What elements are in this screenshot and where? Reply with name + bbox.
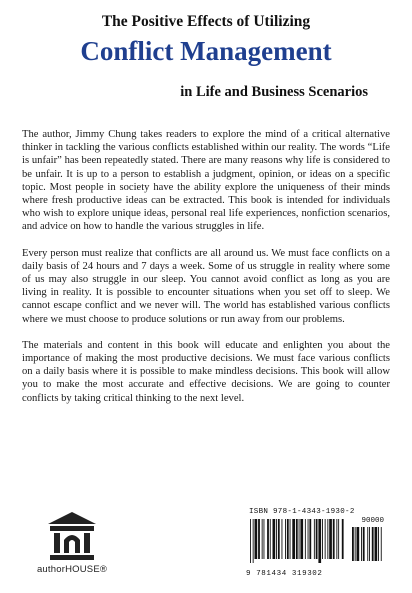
barcode-bar [287, 519, 289, 559]
barcode-bar [264, 519, 265, 559]
barcode-bar [285, 519, 286, 559]
price-code: 90000 [361, 517, 384, 525]
title-line-1: The Positive Effects of Utilizing [101, 13, 311, 30]
barcode-addon-bar [378, 527, 379, 561]
barcode-bar [276, 519, 277, 559]
publisher-block [30, 510, 114, 575]
barcode-addon-bar [367, 527, 368, 561]
blurb-paragraph-2: Every person must realize that conflicts are all around us. We must face conflicts on a daily basis of 24 hours and 7 days a week. Some of us struggle in reality where some of us may also struggle in our sleep. You cannot avoid conflict as long as you are living in reality. It is possible to encounter situations when you set off to sleep. We cannot escape conflict and we never will. The world has established various conflicts where we must choose to produce solutions or run away from our problems. [22, 247, 390, 325]
barcode-bar [309, 519, 311, 559]
barcode-bar [342, 519, 344, 559]
barcode-bar [316, 519, 318, 559]
barcode-bar [282, 519, 283, 559]
barcode-bar [253, 519, 254, 563]
barcode-bar [270, 519, 271, 559]
barcode-addon-bar [357, 527, 360, 561]
barcode-bar [327, 519, 328, 559]
barcode-bar [255, 519, 258, 559]
title-main: Conflict Management [80, 36, 332, 66]
publisher-name: authorHOUSE® [36, 564, 108, 575]
barcode-bar [336, 519, 337, 559]
barcode-bar [325, 519, 326, 559]
title-subtitle: in Life and Business Scenarios [180, 84, 368, 100]
barcode-bar [273, 519, 276, 559]
barcode-addon-bar [363, 527, 365, 561]
barcode-bar [250, 519, 251, 563]
barcode-bar [299, 519, 300, 559]
barcode-bar [338, 519, 339, 559]
barcode-addon-bar [355, 527, 356, 561]
barcode-addon-bar [361, 527, 362, 561]
barcode-bar [292, 519, 295, 559]
barcode-addon-bar [352, 527, 354, 561]
barcode-bar [278, 519, 280, 559]
barcode-addon-bar [372, 527, 374, 561]
authorhouse-logo-icon [46, 510, 98, 562]
barcode-bar [333, 519, 335, 559]
barcode-bar [258, 519, 260, 559]
barcode-bar [296, 519, 298, 559]
barcode-digits: 9 781434 319302 [246, 570, 323, 578]
barcode-bar [308, 519, 309, 559]
barcode-bar [314, 519, 315, 559]
barcode-icon [248, 517, 388, 569]
isbn-label: ISBN 978-1-4343-1930-2 [249, 508, 355, 516]
barcode-bar [329, 519, 332, 559]
barcode [244, 509, 392, 579]
barcode-bar [305, 519, 306, 559]
barcode-addon-bar [381, 527, 382, 561]
blurb [22, 128, 390, 418]
barcode-bar [322, 519, 323, 559]
barcode-bar [318, 519, 321, 563]
barcode-bar [267, 519, 269, 559]
barcode-bar [300, 519, 303, 559]
barcode-addon-bar [369, 527, 370, 561]
barcode-bar [290, 519, 291, 559]
blurb-paragraph-3: The materials and content in this book will educate and enlighten you about the importance of making the most productive decisions. We must face various conflicts on a daily basis where it is possible to make mindless decisions. This book will allow you to make the most accurate and effective decisions. We are going to counter conflicts by taking critical thinking to the next level. [22, 339, 390, 404]
barcode-bar [262, 519, 263, 559]
barcode-addon-bar [375, 527, 378, 561]
blurb-paragraph-1: The author, Jimmy Chung takes readers to explore the mind of a critical alternative thinker in tackling the various conflicts established within our reality. The words “Life is unfair” has been repeatedly stated. There are many reasons why life is considered to be unfair. It is up to a person to establish a judgment, opinion, or ideas on a specific topic. Most people in society have the ability explore the uniqueness of their minds where fresh productive ideas can be extracted. This book is intended for individuals who wish to explore unique ideas, personal real life experiences, nonfiction scenarios, and advice on how to handle the various struggles in life. [22, 129, 390, 233]
